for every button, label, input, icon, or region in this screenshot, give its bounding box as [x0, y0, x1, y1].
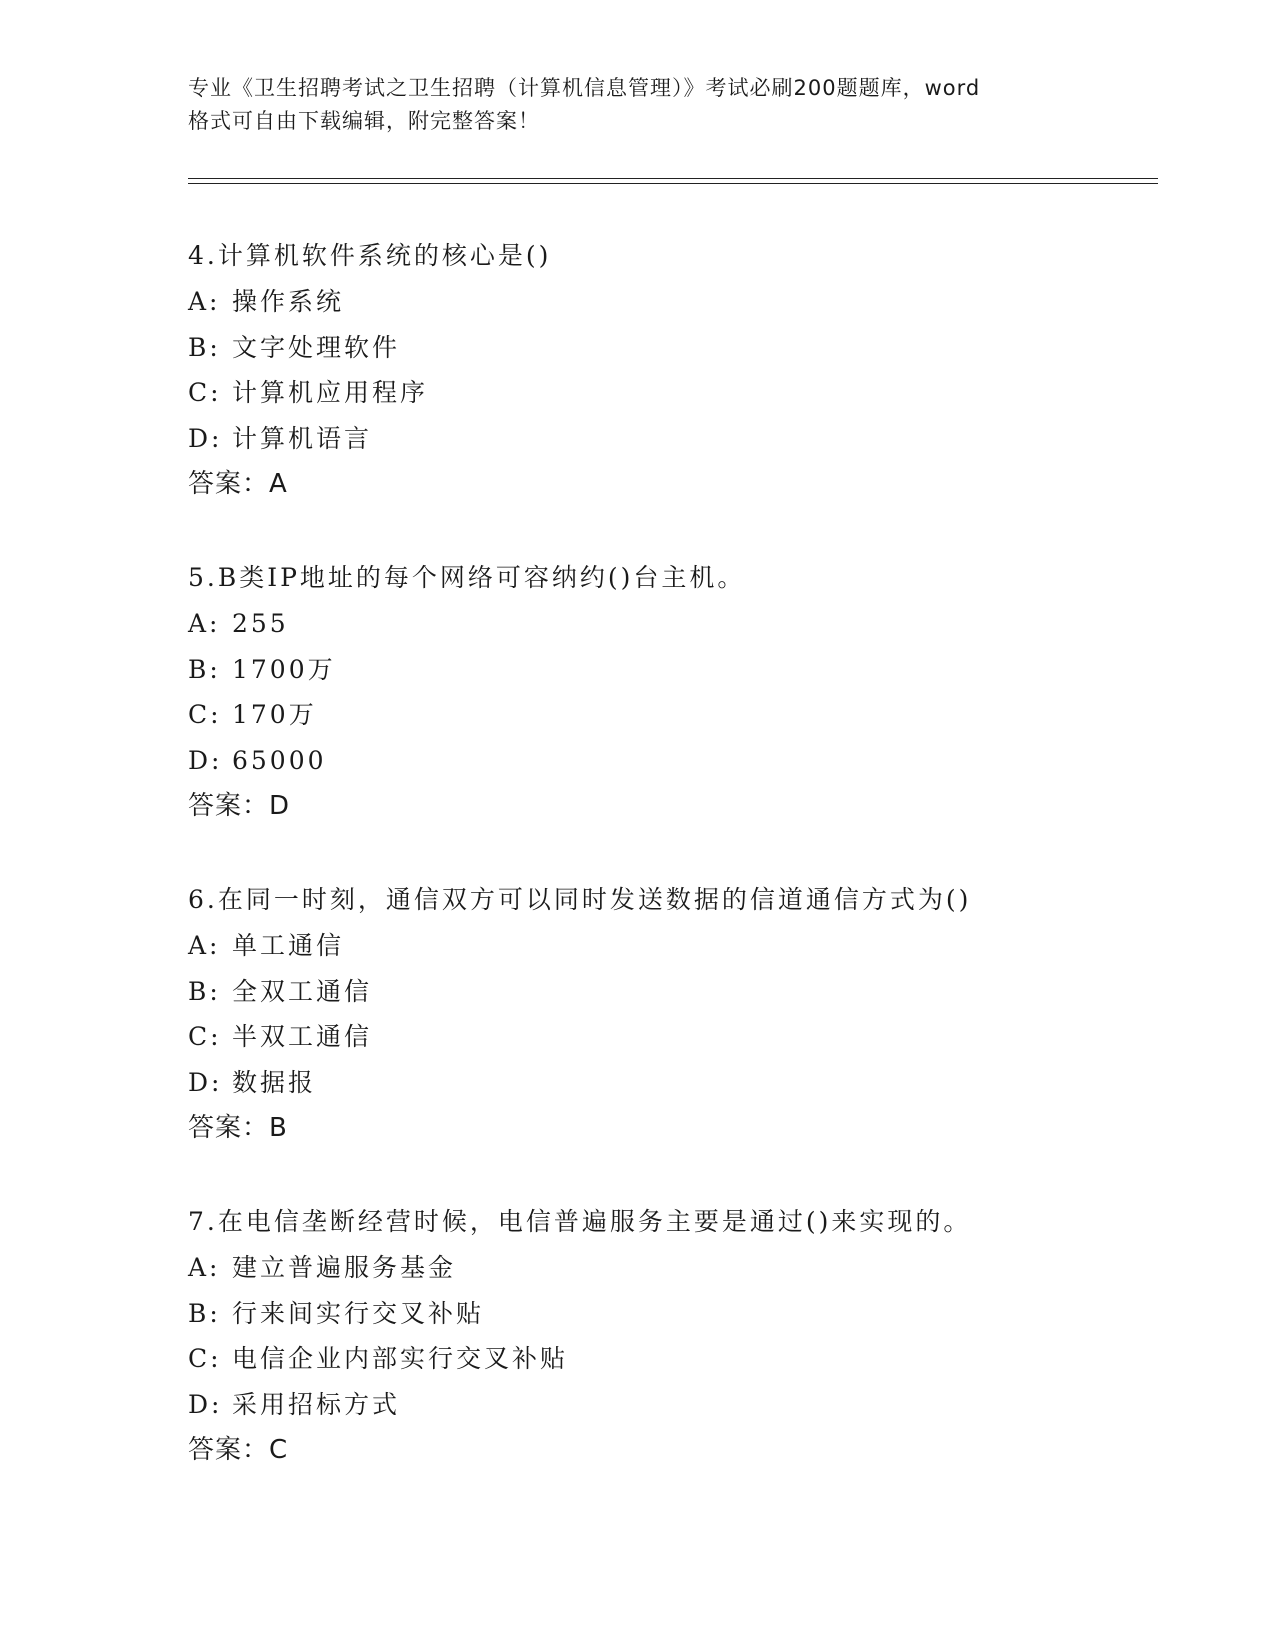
option-key: B: — [188, 1298, 221, 1328]
option-text: 操作系统 — [232, 287, 345, 316]
question-4 — [188, 240, 1168, 500]
option-text: 1700万 — [232, 654, 336, 684]
option-a — [188, 608, 1168, 654]
option-text: 半双工通信 — [232, 1022, 373, 1051]
header-title-line-2: 格式可自由下载编辑，附完整答案！ — [188, 109, 540, 133]
question-stem: 6.在同一时刻，通信双方可以同时发送数据的信道通信方式为() — [188, 885, 972, 914]
question-stem: 5.B类IP地址的每个网络可容纳约()台主机。 — [188, 563, 746, 592]
option-key: B: — [188, 976, 221, 1006]
option-key: D: — [188, 1389, 223, 1419]
question-6 — [188, 884, 1168, 1144]
option-text: 255 — [232, 609, 289, 638]
option-c — [188, 1021, 1168, 1067]
option-key: A: — [188, 287, 221, 316]
option-key: C: — [188, 1022, 222, 1051]
option-key: B: — [188, 654, 221, 684]
option-text: 计算机应用程序 — [232, 378, 429, 407]
option-a — [188, 930, 1168, 976]
option-c — [188, 1343, 1168, 1389]
option-key: B: — [188, 332, 221, 362]
option-key: A: — [188, 1253, 221, 1282]
option-a — [188, 286, 1168, 332]
option-key: A: — [188, 609, 221, 638]
header-divider-bottom — [188, 183, 1158, 184]
option-b — [188, 332, 1168, 378]
option-text: 电信企业内部实行交叉补贴 — [232, 1344, 569, 1373]
option-key: D: — [188, 1067, 223, 1097]
question-5 — [188, 562, 1168, 822]
option-text: 行来间实行交叉补贴 — [232, 1298, 485, 1328]
option-key: C: — [188, 700, 222, 729]
option-key: C: — [188, 1344, 222, 1373]
option-key: D: — [188, 745, 223, 775]
option-d — [188, 745, 1168, 791]
option-key: D: — [188, 423, 223, 453]
option-text: 建立普遍服务基金 — [232, 1253, 457, 1282]
option-d — [188, 423, 1168, 469]
option-key: C: — [188, 378, 222, 407]
header-divider-top — [188, 178, 1158, 179]
option-b — [188, 1298, 1168, 1344]
document-header — [188, 72, 1088, 138]
answer-label: 答案：D — [188, 791, 291, 821]
header-title-line-1: 专业《卫生招聘考试之卫生招聘（计算机信息管理）》考试必刷200题题库，word — [188, 76, 981, 100]
option-key: A: — [188, 931, 221, 960]
option-d — [188, 1067, 1168, 1113]
option-text: 计算机语言 — [232, 423, 373, 453]
option-c — [188, 377, 1168, 423]
option-d — [188, 1389, 1168, 1435]
answer-label: 答案：B — [188, 1113, 288, 1143]
option-text: 文字处理软件 — [232, 332, 401, 362]
option-text: 采用招标方式 — [232, 1389, 401, 1419]
answer-label: 答案：A — [188, 469, 288, 499]
option-text: 单工通信 — [232, 931, 345, 960]
option-b — [188, 976, 1168, 1022]
option-text: 170万 — [232, 700, 317, 729]
option-c — [188, 699, 1168, 745]
option-text: 数据报 — [232, 1067, 317, 1097]
option-text: 65000 — [232, 745, 327, 775]
question-stem: 4.计算机软件系统的核心是() — [188, 241, 552, 270]
question-7 — [188, 1206, 1168, 1466]
answer-label: 答案：C — [188, 1435, 289, 1465]
option-b — [188, 654, 1168, 700]
question-stem: 7.在电信垄断经营时候，电信普遍服务主要是通过()来实现的。 — [188, 1207, 972, 1236]
option-a — [188, 1252, 1168, 1298]
option-text: 全双工通信 — [232, 976, 373, 1006]
